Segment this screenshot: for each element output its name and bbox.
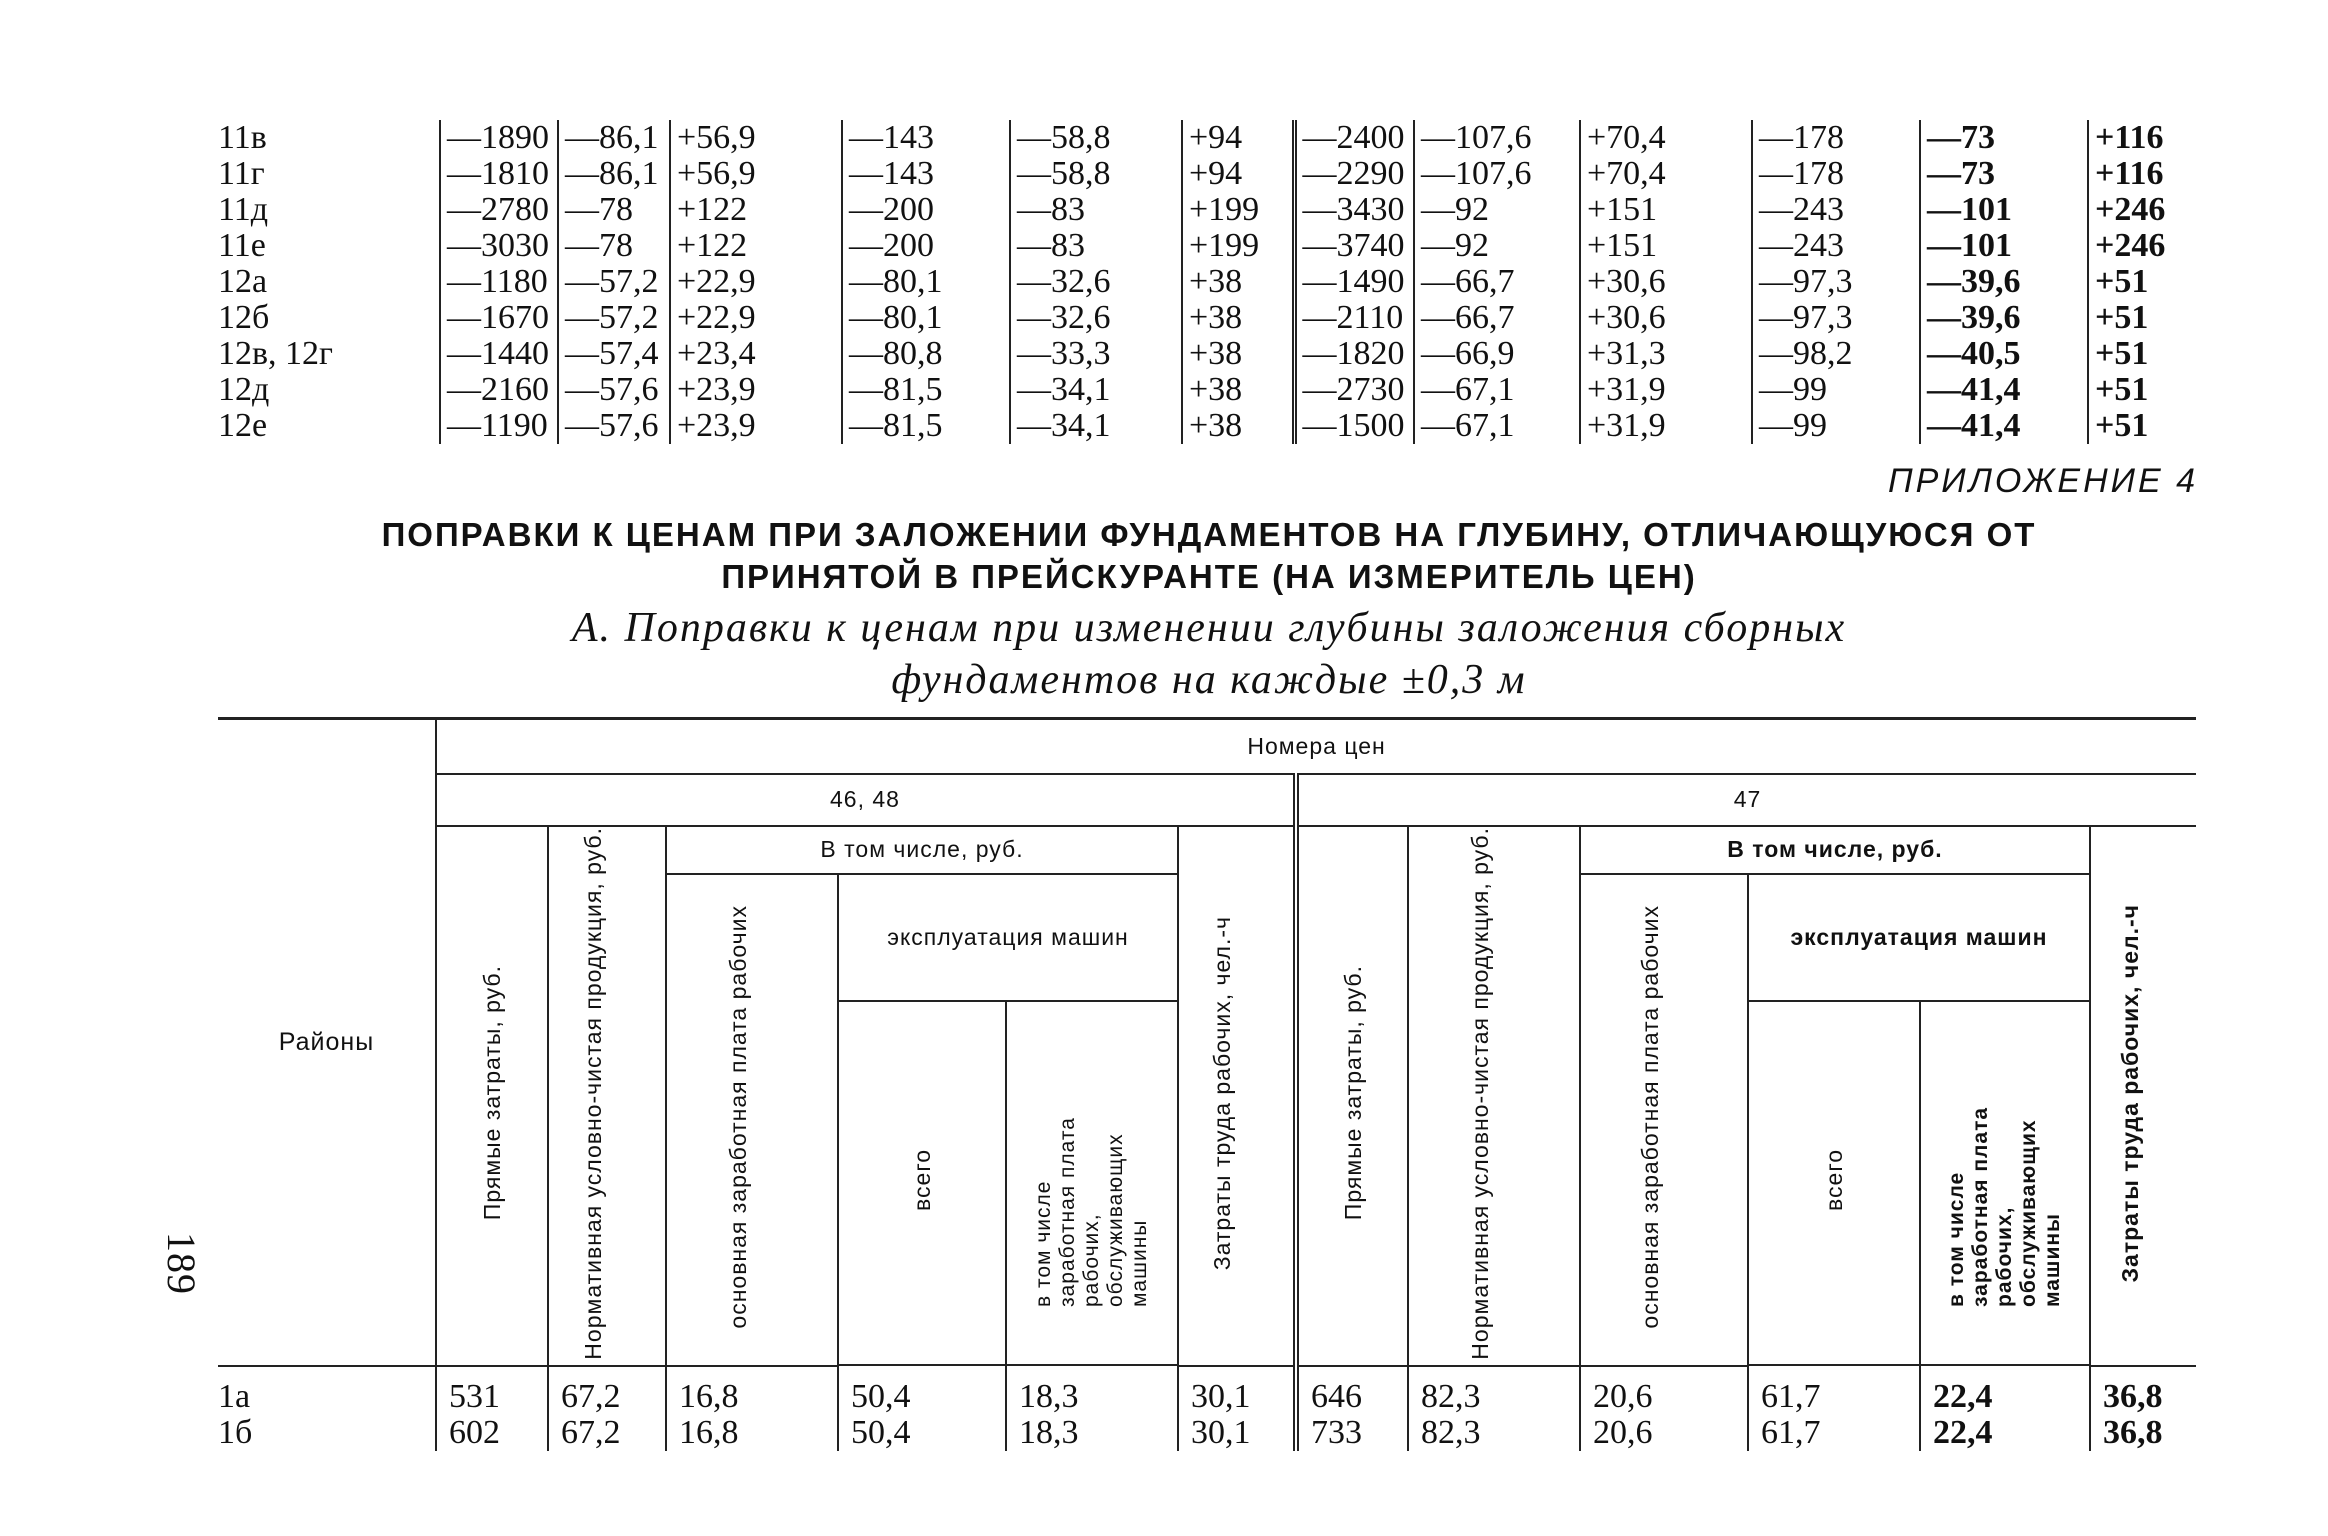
district-label: 11е	[218, 227, 266, 264]
district-label: 11в	[218, 119, 267, 156]
district-label: 12е	[218, 407, 268, 444]
table-cell: —3030	[440, 228, 558, 264]
district-label: 12а	[218, 263, 268, 300]
table-cell: —32,6	[1010, 264, 1182, 300]
table-cell: —1810	[440, 156, 558, 192]
table-cell: —58,8	[1010, 120, 1182, 156]
table-cell: 82,3	[1408, 1415, 1580, 1451]
table-cell: +23,9	[670, 372, 842, 408]
table-cell: —57,2	[558, 300, 670, 336]
table-cell: +122	[670, 228, 842, 264]
table-cell: —58,8	[1010, 156, 1182, 192]
table-cell: 646	[1296, 1366, 1408, 1415]
continuation-table-body	[218, 120, 2198, 444]
table-cell: +246	[2088, 192, 2198, 228]
table-cell: 82,3	[1408, 1366, 1580, 1415]
table-row	[218, 228, 2198, 264]
total-header-g2: всего	[1748, 1001, 1920, 1365]
table-cell: +38	[1182, 372, 1294, 408]
table-cell: —3740	[1294, 228, 1414, 264]
table-cell: —1180	[440, 264, 558, 300]
page-title-line-1: ПОПРАВКИ К ЦЕНАМ ПРИ ЗАЛОЖЕНИИ ФУНДАМЕНТОВ НА ГЛУБИНУ, ОТЛИЧАЮЩУЮСЯ ОТ	[381, 516, 2037, 553]
table-cell: +116	[2088, 120, 2198, 156]
table-cell: 61,7	[1748, 1415, 1920, 1451]
table-cell: —97,3	[1752, 264, 1920, 300]
table-cell: —2160	[440, 372, 558, 408]
table-cell: +51	[2088, 336, 2198, 372]
table-cell: +38	[1182, 408, 1294, 444]
district-label: 11г	[218, 155, 265, 192]
total-header-g1: всего	[838, 1001, 1006, 1365]
price-corrections-table-body	[218, 1366, 2196, 1451]
district-label: 12д	[218, 371, 270, 408]
table-cell: 36,8	[2090, 1415, 2196, 1451]
table-cell: —99	[1752, 408, 1920, 444]
table-cell: —2780	[440, 192, 558, 228]
table-cell: —1890	[440, 120, 558, 156]
table-cell: 22,4	[1920, 1366, 2090, 1415]
table-cell: —143	[842, 156, 1010, 192]
table-cell: 16,8	[666, 1366, 838, 1415]
table-cell: —1490	[1294, 264, 1414, 300]
table-cell: +94	[1182, 156, 1294, 192]
table-cell: +31,3	[1580, 336, 1752, 372]
table-cell: —178	[1752, 120, 1920, 156]
table-cell: 67,2	[548, 1366, 666, 1415]
price-numbers-header: Номера цен	[436, 719, 2196, 774]
table-cell: +246	[2088, 228, 2198, 264]
table-cell: —2400	[1294, 120, 1414, 156]
table-cell: 61,7	[1748, 1366, 1920, 1415]
table-cell: —3430	[1294, 192, 1414, 228]
district-label: 1б	[218, 1414, 253, 1452]
labor-header-g1: Затраты труда рабочих, чел.-ч	[1178, 826, 1296, 1367]
district-label: 1а	[218, 1378, 251, 1416]
table-cell: +38	[1182, 264, 1294, 300]
table-row	[218, 372, 2198, 408]
district-label: 12б	[218, 299, 270, 336]
table-cell: +30,6	[1580, 300, 1752, 336]
table-cell: +31,9	[1580, 372, 1752, 408]
price-corrections-table	[218, 717, 2196, 1451]
including-header-g1: В том числе, руб.	[666, 826, 1178, 874]
table-cell: +122	[670, 192, 842, 228]
table-cell: +51	[2088, 408, 2198, 444]
incl-wages-header-g1: в том числе заработная плата рабочих, обслуживающих машины	[1006, 1001, 1178, 1365]
table-cell: —66,7	[1414, 264, 1580, 300]
table-cell: —1500	[1294, 408, 1414, 444]
table-cell: +70,4	[1580, 156, 1752, 192]
appendix-label: ПРИЛОЖЕНИЕ 4	[1887, 462, 2198, 500]
table-cell: 602	[436, 1415, 548, 1451]
table-cell: —107,6	[1414, 156, 1580, 192]
table-cell: +56,9	[670, 120, 842, 156]
table-cell: —81,5	[842, 408, 1010, 444]
normative-header-g1: Нормативная условно-чистая продукция, руб.	[548, 826, 666, 1367]
table-cell: +22,9	[670, 300, 842, 336]
table-cell: —99	[1752, 372, 1920, 408]
direct-costs-header-g2: Прямые затраты, руб.	[1296, 826, 1408, 1367]
table-cell: +23,4	[670, 336, 842, 372]
table-cell: —2290	[1294, 156, 1414, 192]
table-cell: +30,6	[1580, 264, 1752, 300]
table-cell: —178	[1752, 156, 1920, 192]
table-cell: +38	[1182, 336, 1294, 372]
table-cell: —73	[1920, 156, 2088, 192]
table-cell: —143	[842, 120, 1010, 156]
table-cell: —57,6	[558, 408, 670, 444]
basic-wages-header-g1: основная заработная плата рабочих	[666, 874, 838, 1367]
table-cell: —34,1	[1010, 408, 1182, 444]
table-cell: —57,2	[558, 264, 670, 300]
basic-wages-header-g2: основная заработная плата рабочих	[1580, 874, 1748, 1367]
labor-header-g2: Затраты труда рабочих, чел.-ч	[2090, 826, 2196, 1367]
table-cell: —73	[1920, 120, 2088, 156]
table-cell: —66,9	[1414, 336, 1580, 372]
table-cell: +56,9	[670, 156, 842, 192]
table-row	[218, 264, 2198, 300]
table-cell: —78	[558, 228, 670, 264]
table-cell: —83	[1010, 192, 1182, 228]
table-row	[218, 1366, 2196, 1415]
table-cell: 36,8	[2090, 1366, 2196, 1415]
table-cell: —40,5	[1920, 336, 2088, 372]
table-cell: +23,9	[670, 408, 842, 444]
table-cell: —2730	[1294, 372, 1414, 408]
table-cell: +151	[1580, 228, 1752, 264]
table-cell: —1440	[440, 336, 558, 372]
table-cell: 50,4	[838, 1415, 1006, 1451]
table-cell: —107,6	[1414, 120, 1580, 156]
table-cell: —98,2	[1752, 336, 1920, 372]
table-cell: 30,1	[1178, 1415, 1296, 1451]
table-cell: —200	[842, 192, 1010, 228]
table-cell: +199	[1182, 192, 1294, 228]
page-title	[218, 514, 2200, 598]
including-header-g2: В том числе, руб.	[1580, 826, 2090, 874]
table-cell: —92	[1414, 228, 1580, 264]
table-cell: 20,6	[1580, 1366, 1748, 1415]
table-cell: 30,1	[1178, 1366, 1296, 1415]
table-cell: —81,5	[842, 372, 1010, 408]
table-cell: +38	[1182, 300, 1294, 336]
incl-wages-header-g2: в том числе заработная плата рабочих, обслуживающих машины	[1920, 1001, 2090, 1365]
table-cell: 531	[436, 1366, 548, 1415]
table-cell: —101	[1920, 228, 2088, 264]
table-cell: 20,6	[1580, 1415, 1748, 1451]
table-cell: —243	[1752, 192, 1920, 228]
table-cell: —80,1	[842, 300, 1010, 336]
table-cell: —86,1	[558, 156, 670, 192]
table-cell: —33,3	[1010, 336, 1182, 372]
table-cell: —92	[1414, 192, 1580, 228]
district-label: 12в, 12г	[218, 335, 333, 372]
page-number: 189	[159, 1232, 204, 1295]
table-cell: —1670	[440, 300, 558, 336]
table-cell: —67,1	[1414, 408, 1580, 444]
table-row	[218, 336, 2198, 372]
table-cell: +31,9	[1580, 408, 1752, 444]
group-47-header: 47	[1296, 774, 2196, 826]
machine-operation-header-g2: эксплуатация машин	[1748, 874, 2090, 1001]
table-cell: +51	[2088, 300, 2198, 336]
table-cell: +51	[2088, 372, 2198, 408]
table-cell: —66,7	[1414, 300, 1580, 336]
table-cell: 22,4	[1920, 1415, 2090, 1451]
table-cell: +94	[1182, 120, 1294, 156]
table-cell: +70,4	[1580, 120, 1752, 156]
table-row	[218, 120, 2198, 156]
page-title-line-2: ПРИНЯТОЙ В ПРЕЙСКУРАНТЕ (НА ИЗМЕРИТЕЛЬ ЦЕН)	[721, 558, 1697, 595]
section-subtitle	[218, 602, 2200, 706]
table-cell: —200	[842, 228, 1010, 264]
table-cell: +51	[2088, 264, 2198, 300]
table-cell: +22,9	[670, 264, 842, 300]
table-row	[218, 1415, 2196, 1451]
table-row	[218, 300, 2198, 336]
continuation-table	[218, 120, 2198, 444]
section-subtitle-line-1: А. Поправки к ценам при изменении глубины заложения сборных	[571, 605, 1847, 651]
table-cell: —57,6	[558, 372, 670, 408]
table-cell: 50,4	[838, 1366, 1006, 1415]
table-cell: —80,1	[842, 264, 1010, 300]
table-cell: —39,6	[1920, 300, 2088, 336]
table-row	[218, 156, 2198, 192]
group-46-48-header: 46, 48	[436, 774, 1296, 826]
table-cell: 16,8	[666, 1415, 838, 1451]
table-cell: —57,4	[558, 336, 670, 372]
table-cell: 18,3	[1006, 1415, 1178, 1451]
table-cell: —86,1	[558, 120, 670, 156]
table-cell: —1820	[1294, 336, 1414, 372]
table-cell: —67,1	[1414, 372, 1580, 408]
table-cell: —97,3	[1752, 300, 1920, 336]
table-cell: —1190	[440, 408, 558, 444]
table-cell: —101	[1920, 192, 2088, 228]
table-row	[218, 408, 2198, 444]
table-cell: +116	[2088, 156, 2198, 192]
direct-costs-header-g1: Прямые затраты, руб.	[436, 826, 548, 1367]
table-cell: —83	[1010, 228, 1182, 264]
table-cell: —80,8	[842, 336, 1010, 372]
table-row	[218, 192, 2198, 228]
table-cell: +199	[1182, 228, 1294, 264]
table-cell: —78	[558, 192, 670, 228]
table-cell: 18,3	[1006, 1366, 1178, 1415]
table-cell: +151	[1580, 192, 1752, 228]
table-cell: —34,1	[1010, 372, 1182, 408]
table-cell: 733	[1296, 1415, 1408, 1451]
table-cell: —41,4	[1920, 408, 2088, 444]
table-cell: —2110	[1294, 300, 1414, 336]
table-cell: —39,6	[1920, 264, 2088, 300]
section-subtitle-line-2: фундаментов на каждые ±0,3 м	[891, 657, 1527, 703]
districts-header: Районы	[218, 719, 436, 1367]
table-cell: —32,6	[1010, 300, 1182, 336]
district-label: 11д	[218, 191, 269, 228]
machine-operation-header-g1: эксплуатация машин	[838, 874, 1178, 1001]
normative-header-g2: Нормативная условно-чистая продукция, руб.	[1408, 826, 1580, 1367]
table-cell: 67,2	[548, 1415, 666, 1451]
table-cell: —243	[1752, 228, 1920, 264]
table-cell: —41,4	[1920, 372, 2088, 408]
